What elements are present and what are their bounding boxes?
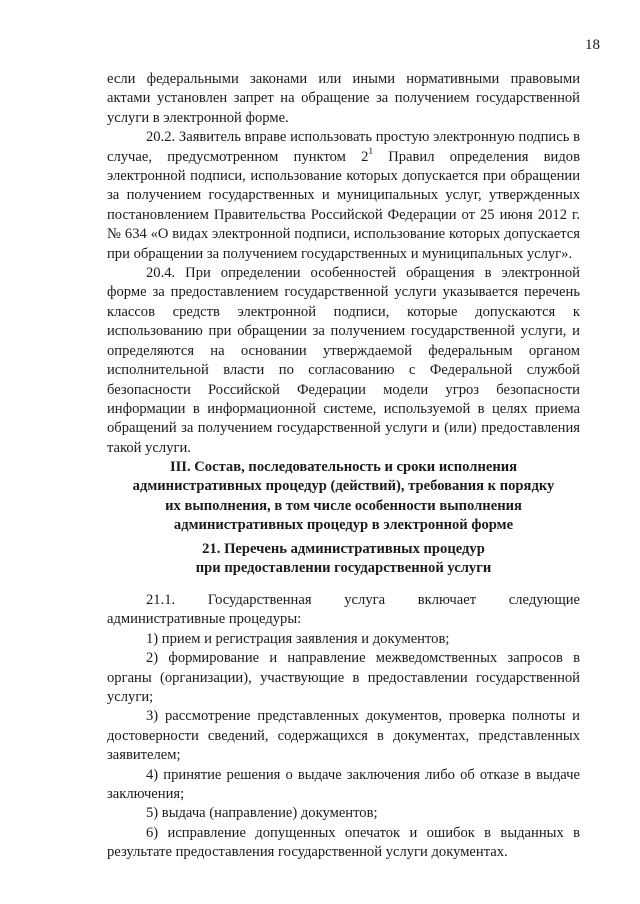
- section-heading-line: их выполнения, в том числе особенности выполнения: [165, 497, 522, 514]
- subsection-heading-21: [107, 540, 580, 579]
- section-heading-line: административных процедур в электронной форме: [173, 517, 514, 534]
- paragraph-20-2: [107, 128, 580, 264]
- subsection-heading-line: 21. Перечень административных процедур: [202, 541, 485, 557]
- section-heading-line: III. Состав, последовательность и сроки исполнения: [169, 459, 518, 475]
- page-number: 18: [585, 37, 600, 53]
- list-item: 6) исправление допущенных опечаток и ошибок в выданных в результате предоставления государственной услуги документах.: [107, 824, 580, 861]
- list-item: 5) выдача (направление) документов;: [146, 805, 378, 822]
- paragraph-20-2-start: 20.2. Заявитель вправе использовать простую электронную подпись в случае, предусмотренном пунктом 2: [107, 129, 580, 165]
- list-intro: 21.1. Государственная услуга включает следующие административные процедуры:: [107, 592, 580, 628]
- section-heading-line: административных процедур (действий), требования к порядку: [132, 478, 555, 495]
- list-item: 1) прием и регистрация заявления и документов;: [146, 630, 450, 647]
- paragraph-20-2-end: Правил определения видов электронной подписи, использование которых допускается при обращении за получением государственных и муниципальных услуг, утвержденных постановлением Правительства Российской Федерации от 25 июня 2012 г. № 634 «О видах электронной подписи, использование которых допускается при обращении за получением государственных и муниципальных услуг».: [107, 148, 580, 262]
- footnote-marker: 1: [368, 145, 373, 156]
- procedures-list: [107, 591, 580, 863]
- list-item: 4) принятие решения о выдаче заключения либо об отказе в выдаче заключения;: [107, 766, 580, 803]
- subsection-heading-line: при предоставлении государственной услуги: [195, 560, 492, 577]
- paragraph-intro: если федеральными законами или иными нормативными правовыми актами установлен запрет на обращение за получением государственной услуги в электронной форме.: [107, 71, 580, 126]
- section-heading-iii: [107, 458, 580, 536]
- paragraph-20-4: 20.4. При определении особенностей обращения в электронной форме за предоставлением государственной услуги указывается перечень классов средств электронной подписи, которые допускаются к использованию при обращении за получением государственной услуги, и определяются на основании утверждаемой федеральным органом исполнительной власти по согласованию с Федеральной службой безопасности Российской Федерации модели угроз безопасности информации в информационной системе, используемой в целях приема обращений за получением государственной услуги и (или) предоставления такой услуги.: [107, 265, 580, 456]
- list-item: 3) рассмотрение представленных документов, проверка полноты и достоверности сведений, содержащихся в документах, представленных заявителем;: [107, 708, 580, 764]
- body-text-top: [107, 70, 580, 458]
- list-item: 2) формирование и направление межведомственных запросов в органы (организации), участвующие в предоставлении государственной услуги;: [107, 650, 580, 706]
